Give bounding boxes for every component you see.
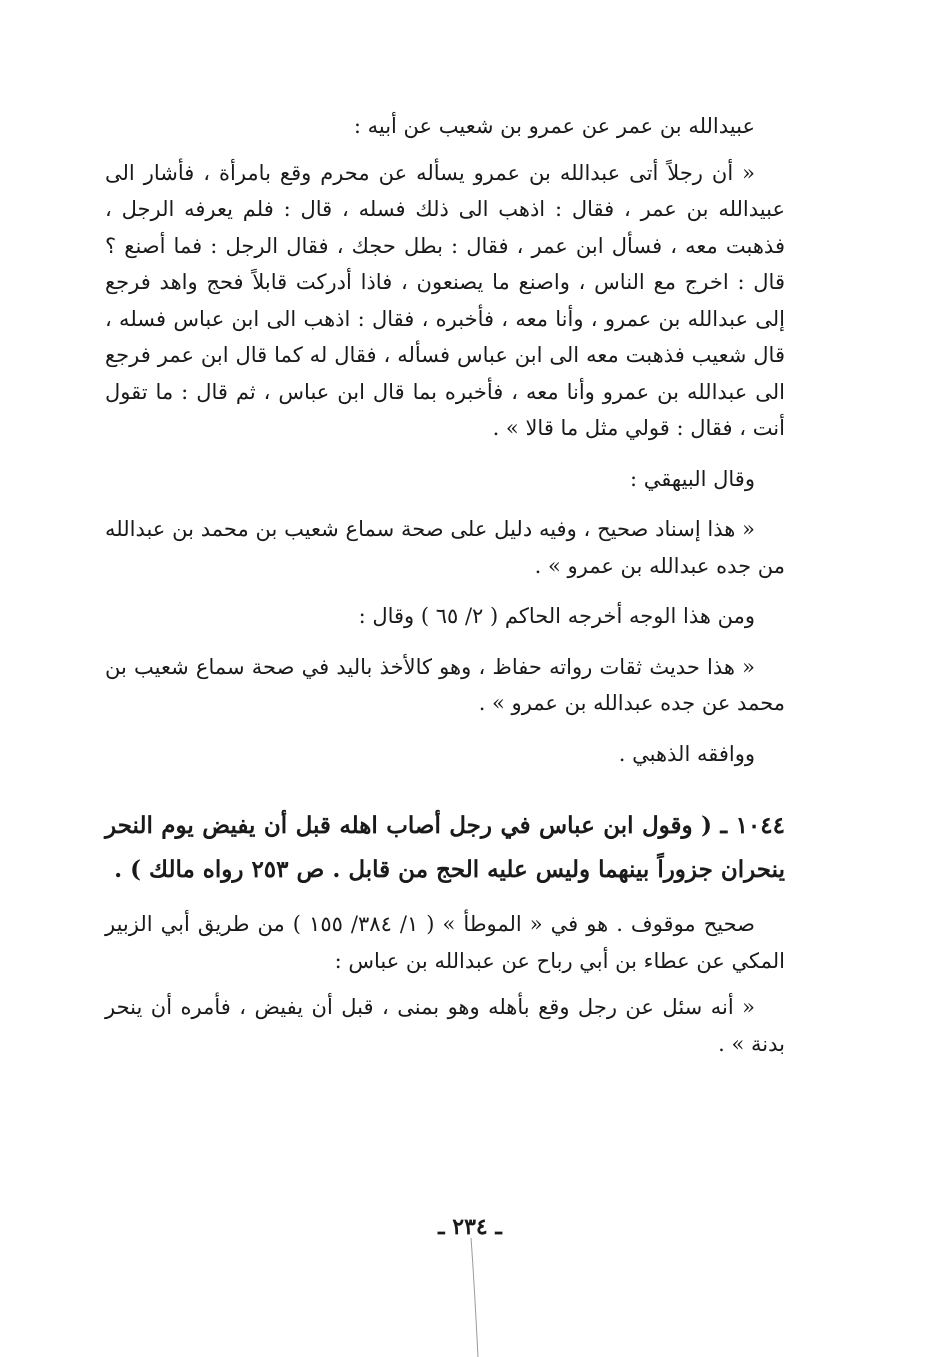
hadith-1044-heading: ١٠٤٤ ـ ( وقول ابن عباس في رجل أصاب اهله قبل أن يفيض يوم النحر ينحران جزوراً بينهما وليس عليه الحج من قابل . ص ٢٥٣ رواه مالك ) . xyxy=(105,812,785,883)
dhahabi-agreement: ووافقه الذهبي . xyxy=(618,741,755,766)
grading-paragraph: صحيح موقوف . هو في « الموطأ » ( ١/ ٣٨٤/ ١٥٥ ) من طريق أبي الزبير المكي عن عطاء بن أبي رباح عن عبدالله بن عباس : xyxy=(105,912,785,973)
athar-quote: « أنه سئل عن رجل وقع بأهله وهو بمنى ، قبل أن يفيض ، فأمره أن ينحر بدنة » . xyxy=(105,995,785,1056)
hakim-quote: « هذا حديث ثقات رواته حفاظ ، وهو كالأخذ باليد في صحة سماع شعيب بن محمد عن جده عبدالله بن عمرو » . xyxy=(105,654,785,715)
hakim-intro: ومن هذا الوجه أخرجه الحاكم ( ٢/ ٦٥ ) وقال : xyxy=(358,604,755,628)
bayhaqi-quote: « هذا إسناد صحيح ، وفيه دليل على صحة سماع شعيب بن محمد بن عبدالله من جده عبدالله بن عمرو » . xyxy=(105,517,785,578)
hadith-quote: « أن رجلاً أتى عبدالله بن عمرو يسأله عن محرم وقع بامرأة ، فأشار الى عبيدالله بن عمر ، فقال : اذهب الى ذلك فسله ، قال : فلم يعرفه الرجل ، فذهبت معه ، فسأل ابن عمر ، فقال : بطل حجك ، فقال الرجل : فما أصنع ؟ قال : اخرج مع الناس ، واصنع ما يصنعون ، فاذا أدركت قابلاً فحج واهد فرجع إلى عبدالله بن عمرو ، وأنا معه ، فأخبره ، فقال : اذهب الى ابن عباس فسله ، قال شعيب فذهبت معه الى ابن عباس فسأله ، فقال له كما قال ابن عمر فرجع الى عبدالله بن عمرو وأنا معه ، فأخبره بما قال ابن عباس ، ثم قال : ما تقول أنت ، فقال : قولي مثل ما قالا » . xyxy=(105,160,785,440)
page-number: ـ ٢٣٤ ـ xyxy=(438,1214,502,1240)
page-body xyxy=(105,108,785,1062)
isnad-intro: عبيدالله بن عمر عن عمرو بن شعيب عن أبيه : xyxy=(353,114,755,138)
scan-fold-line xyxy=(470,1238,480,1357)
bayhaqi-intro: وقال البيهقي : xyxy=(630,466,755,491)
